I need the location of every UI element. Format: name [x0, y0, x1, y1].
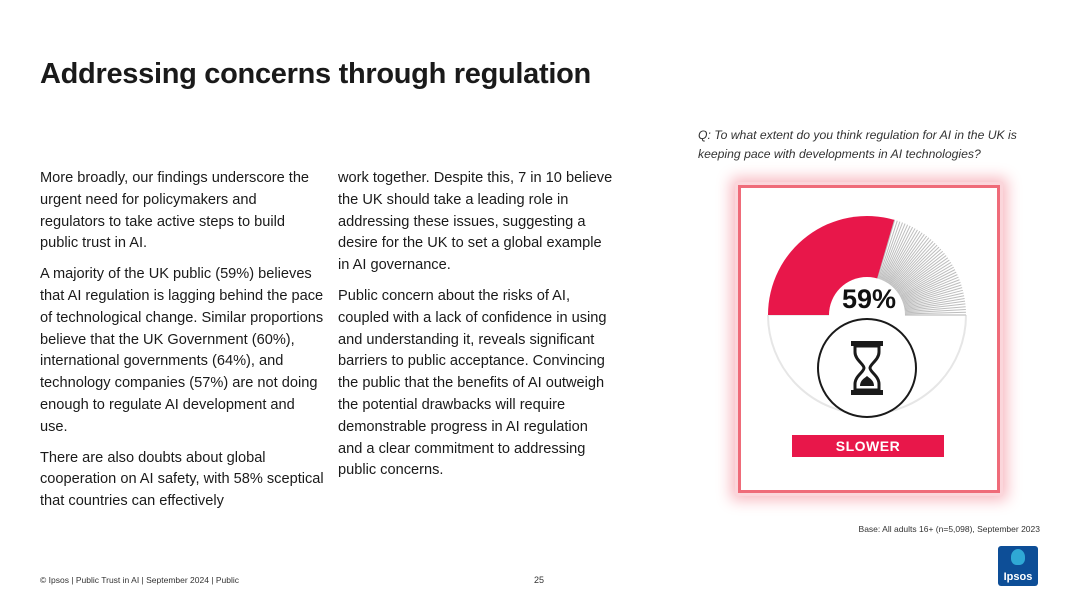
- paragraph: There are also doubts about global cooperation on AI safety, with 58% sceptical that countries can effectively: [40, 449, 324, 510]
- hourglass-circle: [817, 318, 917, 418]
- infographic-panel: [738, 185, 1000, 493]
- base-note: Base: All adults 16+ (n=5,098), September 2023: [858, 524, 1040, 534]
- percentage-value: 59%: [841, 284, 897, 314]
- logo-text: Ipsos: [1003, 571, 1033, 583]
- page-title: Addressing concerns through regulation: [40, 58, 591, 90]
- paragraph: Public concern about the risks of AI, coupled with a lack of confidence in using and understanding it, reveals significant barriers to public acceptance. Convincing the public that the benefits of AI outweigh the potential drawbacks will require demonstrable progress in AI regulation and a clear commitment to addressing public concerns.: [338, 287, 607, 479]
- text-column-1: [40, 168, 325, 522]
- survey-question: Q: To what extent do you think regulation for AI in the UK is keeping pace with developments in AI technologies?: [698, 128, 1017, 161]
- paragraph: A majority of the UK public (59%) believes that AI regulation is lagging behind the pace of technological change. Similar proportions believe that the UK Government (60%), international governments (64%), and technology companies (57%) are not doing enough to regulate AI development and use.: [40, 266, 324, 435]
- status-badge: SLOWER: [792, 435, 944, 457]
- footer-credit: © Ipsos | Public Trust in AI | September 2024 | Public: [40, 575, 240, 585]
- text-column-2: [338, 168, 613, 491]
- paragraph: work together. Despite this, 7 in 10 believe the UK should take a leading role in addressing these issues, suggesting a desire for the UK to set a global example in AI governance.: [338, 170, 613, 274]
- page-number: 25: [534, 575, 545, 585]
- logo-mark: [1011, 549, 1025, 565]
- ipsos-logo: [998, 546, 1038, 586]
- hourglass-icon: [850, 340, 884, 396]
- paragraph: More broadly, our findings underscore the urgent need for policymakers and regulators to take active steps to build public trust in AI.: [40, 170, 310, 252]
